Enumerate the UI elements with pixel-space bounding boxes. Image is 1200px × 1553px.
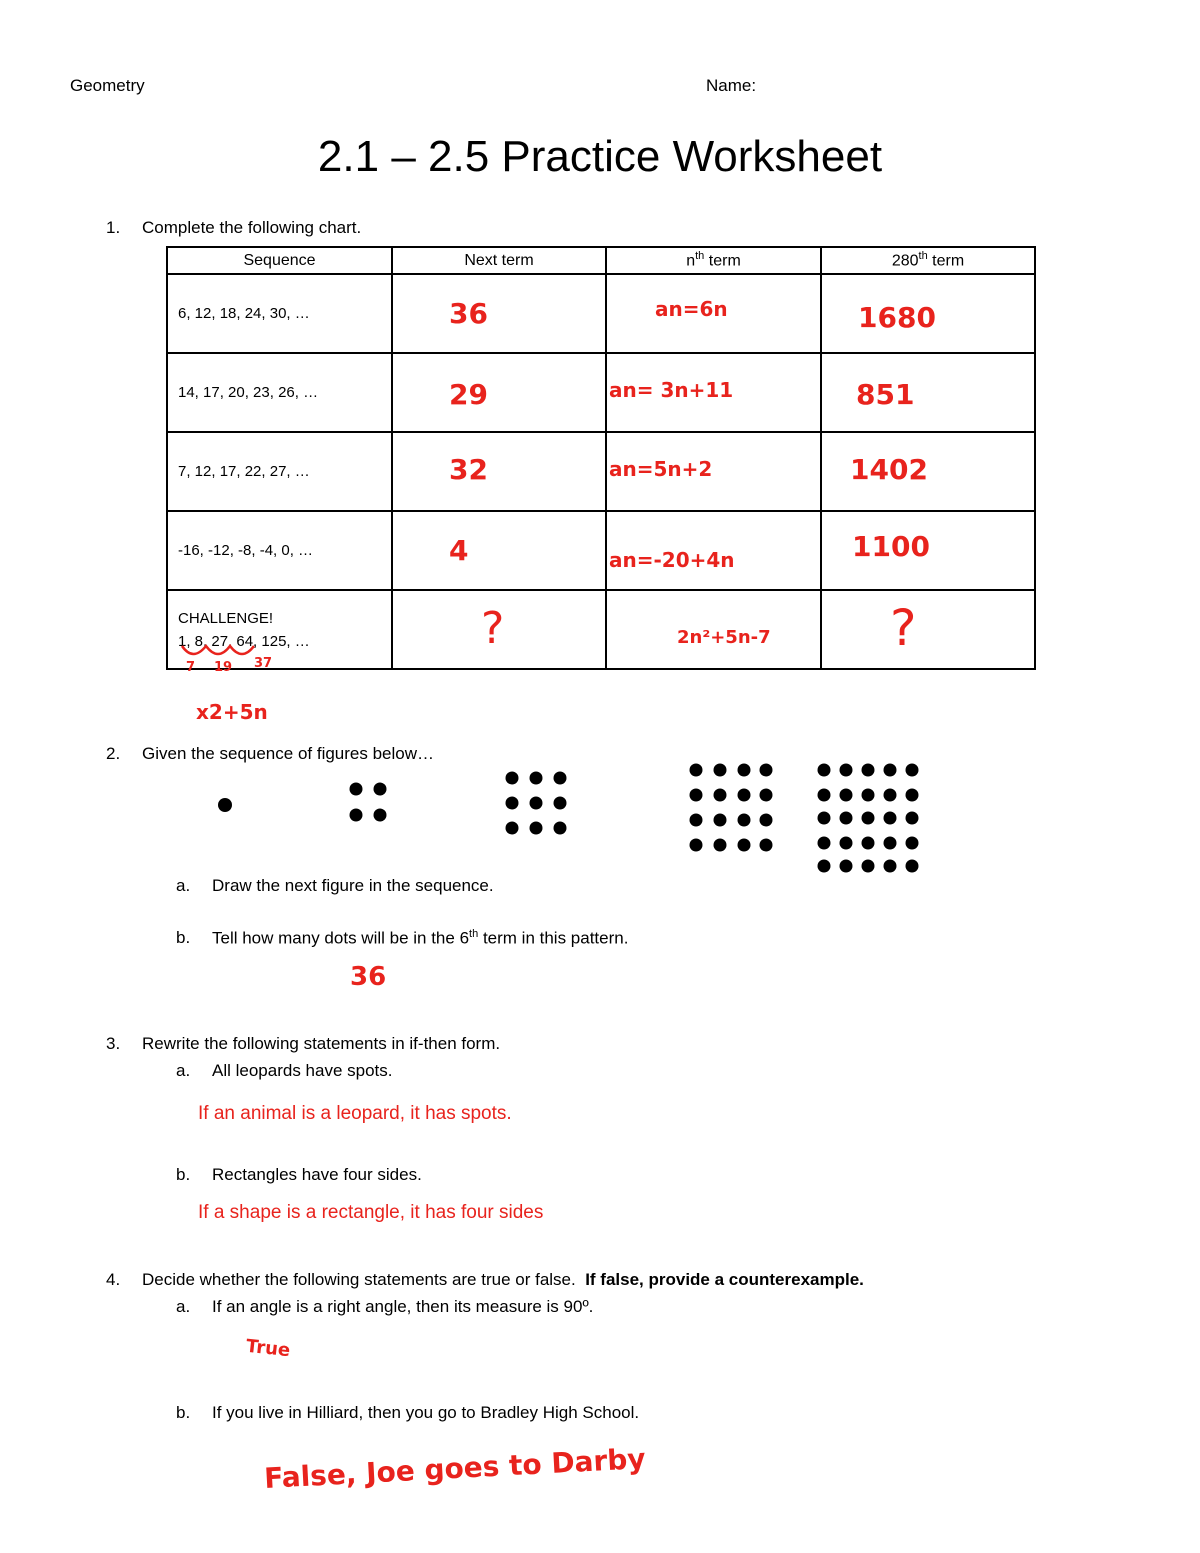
challenge-note: x2+5n	[196, 700, 268, 724]
sequence-cell: 7, 12, 17, 22, 27, …	[167, 432, 392, 511]
table-row	[167, 274, 1035, 353]
q3b-label: b.	[176, 1165, 191, 1184]
next-term-cell[interactable]	[392, 590, 606, 669]
col-280th-term: 280th term	[821, 247, 1035, 274]
name-label: Name:	[706, 76, 757, 95]
col-sequence: Sequence	[167, 247, 392, 274]
q4-text: Decide whether the following statements are true or false. If false, provide a counterexample.	[142, 1270, 864, 1289]
diff-1: 7	[186, 660, 196, 675]
table-row	[167, 511, 1035, 590]
table-row	[167, 590, 1035, 669]
t280-cell[interactable]	[821, 511, 1035, 590]
sequence-cell: 6, 12, 18, 24, 30, …	[167, 274, 392, 353]
col-next-term: Next term	[392, 247, 606, 274]
q2a-label: a.	[176, 876, 191, 895]
q3-text: Rewrite the following statements in if-then form.	[142, 1034, 501, 1053]
next-term-cell[interactable]	[392, 353, 606, 432]
q2b-answer: 36	[350, 962, 387, 992]
t280-answer: 1100	[852, 530, 930, 563]
q3b-text: Rectangles have four sides.	[212, 1165, 422, 1184]
q4b-answer: False, Joe goes to Darby	[263, 1442, 647, 1495]
next-term-answer: 36	[449, 297, 488, 330]
q3-number: 3.	[106, 1034, 121, 1053]
t280-cell[interactable]	[821, 590, 1035, 669]
q2-number: 2.	[106, 744, 121, 763]
q4b-label: b.	[176, 1403, 191, 1422]
next-term-cell[interactable]	[392, 432, 606, 511]
q4a-label: a.	[176, 1297, 191, 1316]
q4a-answer: True	[245, 1335, 292, 1362]
t280-cell[interactable]	[821, 432, 1035, 511]
q2b-label: b.	[176, 928, 191, 947]
q4-number: 4.	[106, 1270, 121, 1289]
t280-cell[interactable]	[821, 274, 1035, 353]
nth-term-answer: an=5n+2	[609, 457, 713, 481]
figure-1	[216, 796, 234, 814]
next-term-cell[interactable]	[392, 511, 606, 590]
t280-answer: 1402	[850, 453, 928, 486]
nth-term-cell[interactable]	[606, 432, 821, 511]
figure-5-drawn	[816, 762, 922, 876]
nth-term-answer: an=-20+4n	[609, 548, 735, 572]
q3a-text: All leopards have spots.	[212, 1061, 393, 1080]
next-term-answer: 32	[449, 453, 488, 486]
course-label: Geometry	[70, 76, 145, 95]
figure-3	[504, 770, 568, 836]
q2a-text: Draw the next figure in the sequence.	[212, 876, 494, 895]
diff-3: 37	[254, 656, 273, 671]
challenge-label: CHALLENGE!	[178, 609, 274, 627]
next-term-cell[interactable]	[392, 274, 606, 353]
q3a-answer: If an animal is a leopard, it has spots.	[198, 1103, 512, 1124]
diff-2: 19	[214, 660, 233, 675]
nth-term-answer: 2n²+5n-7	[677, 627, 771, 648]
sequence-cell: -16, -12, -8, -4, 0, …	[167, 511, 392, 590]
nth-term-cell[interactable]	[606, 590, 821, 669]
t280-answer: 851	[856, 378, 915, 411]
page-title: 2.1 – 2.5 Practice Worksheet	[317, 132, 883, 181]
nth-term-cell[interactable]	[606, 353, 821, 432]
t280-cell[interactable]	[821, 353, 1035, 432]
table-row	[167, 353, 1035, 432]
next-term-answer: 4	[449, 534, 469, 567]
challenge-sequence: 1, 8, 27, 64, 125, …	[178, 632, 310, 650]
nth-term-answer: an=6n	[655, 297, 728, 321]
q3b-answer: If a shape is a rectangle, it has four sides	[198, 1202, 544, 1223]
nth-term-cell[interactable]	[606, 511, 821, 590]
sequence-chart	[166, 246, 1036, 670]
q2b-text: Tell how many dots will be in the 6th term in this pattern.	[212, 928, 629, 948]
t280-answer: ?	[890, 599, 917, 657]
figure-2	[348, 780, 390, 824]
q3a-label: a.	[176, 1061, 191, 1080]
t280-answer: 1680	[858, 301, 936, 334]
q1-text: Complete the following chart.	[142, 218, 362, 237]
next-term-answer: ?	[481, 603, 505, 654]
nth-term-answer: an= 3n+11	[609, 378, 734, 402]
q4b-text: If you live in Hilliard, then you go to Bradley High School.	[212, 1403, 640, 1422]
figure-4	[688, 762, 774, 854]
next-term-answer: 29	[449, 378, 488, 411]
q1-number: 1.	[106, 218, 121, 237]
col-nth-term: $n^{th}$ term	[606, 247, 821, 274]
table-row	[167, 432, 1035, 511]
sequence-cell: 14, 17, 20, 23, 26, …	[167, 353, 392, 432]
nth-term-cell[interactable]	[606, 274, 821, 353]
q2-text: Given the sequence of figures below…	[142, 744, 435, 763]
q4a-text: If an angle is a right angle, then its measure is 90º.	[212, 1297, 594, 1316]
chart-header-row	[167, 247, 1035, 274]
